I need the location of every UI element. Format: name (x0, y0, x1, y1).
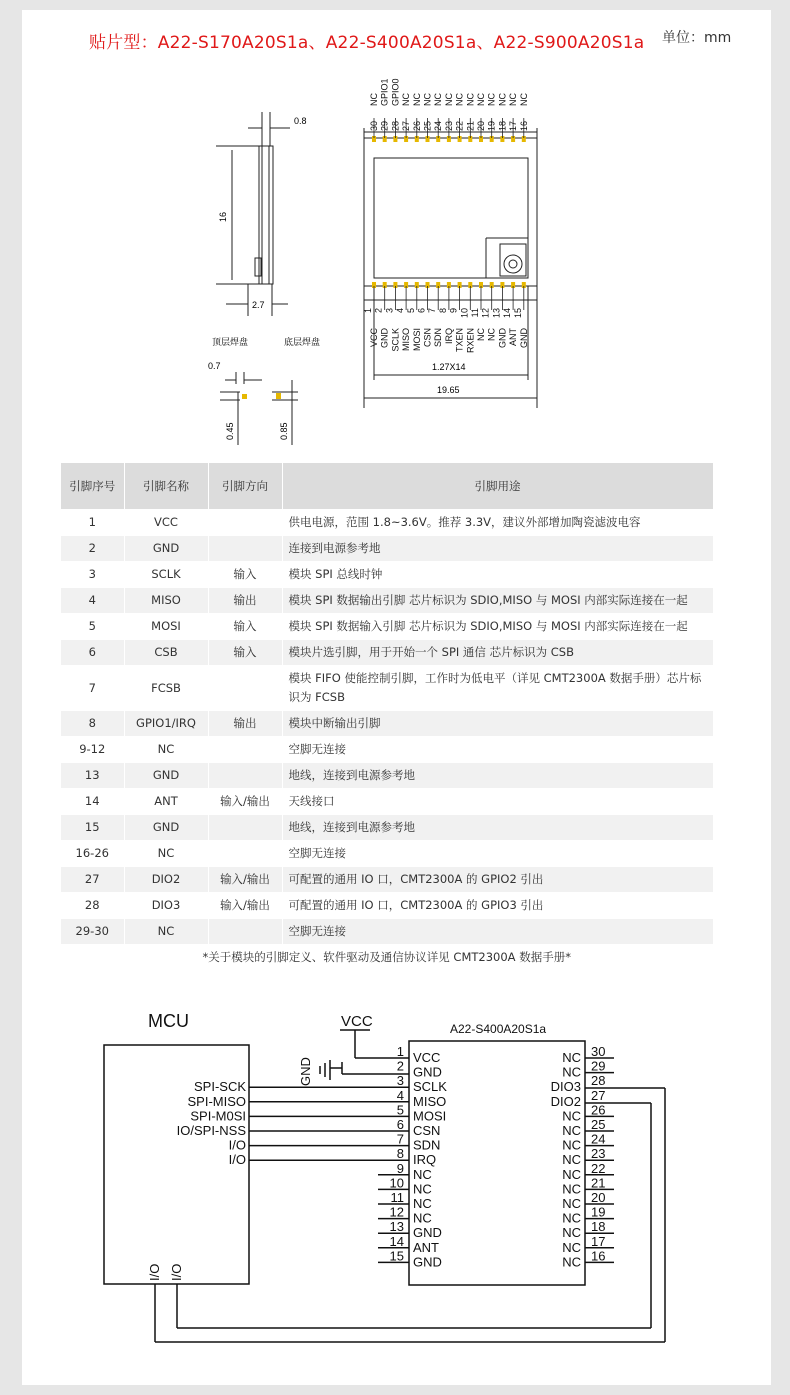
module-outline (364, 138, 537, 286)
table-note: *关于模块的引脚定义、软件驱动及通信协议详见 CMT2300A 数据手册* (61, 945, 713, 971)
bottom-pin-name: TXEN (454, 328, 465, 353)
cell-pin-number: 3 (61, 562, 124, 588)
cell-pin-number: 14 (61, 789, 124, 815)
top-pin-name: NC (401, 93, 412, 106)
table-row (61, 815, 713, 841)
module-right-pin-name: NC (562, 1137, 581, 1153)
module-left-pin-number: 2 (396, 1058, 404, 1074)
module-right-pin-number: 26 (591, 1102, 606, 1118)
side-view-shield (269, 146, 273, 284)
cell-pin-usage: 供电电源，范围 1.8~3.6V。推荐 3.3V，建议外部增加陶瓷滤波电容 (282, 510, 713, 536)
cell-pin-direction: 输入/输出 (208, 893, 282, 919)
cell-pin-direction: 输入 (208, 614, 282, 640)
bottom-pin-number: 1 (363, 308, 373, 314)
cell-pin-number: 2 (61, 536, 124, 562)
cell-pin-usage: 模块 SPI 数据输出引脚 芯片标识为 SDIO,MISO 与 MOSI 内部实际连接在一起 (282, 588, 713, 614)
header-pin-usage: 引脚用途 (282, 463, 713, 510)
top-pin-name: GPIO0 (390, 78, 401, 106)
header-pin-direction: 引脚方向 (208, 463, 282, 510)
table-row (61, 919, 713, 945)
cell-pin-usage: 可配置的通用 IO 口，CMT2300A 的 GPIO2 引出 (282, 867, 713, 893)
cell-pin-number: 7 (61, 666, 124, 711)
dim-width: 19.65 (437, 385, 460, 395)
mcu-pin-label: SPI-MISO (187, 1093, 246, 1109)
mcu-bottom-pin-1: I/O (147, 1263, 162, 1281)
cell-pin-name: MISO (124, 588, 208, 614)
module-left-pin-name: IRQ (413, 1152, 437, 1168)
module-left-pin-number: 12 (389, 1204, 404, 1220)
cell-pin-number: 29-30 (61, 919, 124, 945)
module-right-pin-name: NC (562, 1239, 581, 1255)
mcu-pin-label: I/O (228, 1137, 246, 1153)
module-right-pin-name: NC (562, 1196, 581, 1211)
cell-pin-direction (208, 919, 282, 945)
page-title: 贴片型：A22-S170A20S1a、A22-S400A20S1a、A22-S900A20S1a (89, 33, 645, 53)
bottom-pin-number: 8 (437, 308, 448, 314)
module-left-pin-name: NC (413, 1196, 432, 1211)
bottom-pin-number: 13 (491, 308, 502, 319)
top-pin-number: 18 (497, 120, 508, 131)
cell-pin-number: 8 (61, 711, 124, 737)
bottom-pin-number: 7 (427, 308, 438, 314)
bottom-pin-name: CSN (422, 328, 433, 348)
module-left-pin-name: GND (413, 1064, 442, 1080)
top-pin-name: NC (411, 93, 422, 106)
table-row (61, 841, 713, 867)
bottom-pin-number: 2 (373, 308, 384, 314)
cell-pin-usage: 空脚无连接 (282, 919, 713, 945)
table-header-row (61, 463, 713, 510)
header-pin-number: 引脚序号 (61, 463, 124, 510)
cell-pin-number: 9-12 (61, 737, 124, 763)
module-left-pin-name: NC (413, 1166, 432, 1182)
cell-pin-name: MOSI (124, 614, 208, 640)
cell-pin-usage: 模块 SPI 总线时钟 (282, 562, 713, 588)
module-left-pin-number: 6 (396, 1117, 404, 1132)
top-pin-number: 20 (476, 120, 486, 131)
bottom-pin-name: MOSI (411, 328, 422, 352)
bottom-pin-name: GND (497, 328, 508, 348)
cell-pin-direction: 输出 (208, 711, 282, 737)
mcu-label: MCU (148, 1011, 189, 1031)
bottom-pin-number: 10 (459, 308, 470, 319)
cell-pin-number: 13 (61, 763, 124, 789)
module-left-pin-number: 9 (396, 1160, 404, 1176)
module-left-pin-number: 10 (389, 1175, 404, 1191)
cell-pin-name: GND (124, 536, 208, 562)
module-left-pin-name: GND (413, 1254, 442, 1270)
module-left-pin-name: ANT (413, 1239, 439, 1255)
cell-pin-direction (208, 510, 282, 536)
module-right-pin-number: 23 (591, 1146, 606, 1162)
top-pin-number: 24 (433, 120, 444, 131)
module-right-pin-name: NC (562, 1210, 581, 1226)
module-right-pin-name: NC (562, 1123, 581, 1138)
cell-pin-usage: 天线接口 (282, 789, 713, 815)
cell-pin-direction (208, 737, 282, 763)
module-right-pin-name: DIO3 (550, 1079, 581, 1095)
module-left-pin-number: 8 (396, 1146, 404, 1162)
module-right-pin-name: NC (562, 1166, 581, 1182)
top-pad-label: 顶层焊盘 (212, 337, 249, 347)
module-right-pin-number: 30 (591, 1044, 606, 1059)
module-right-pin-number: 29 (591, 1058, 606, 1074)
unit-label: 单位：mm (662, 30, 732, 46)
cell-pin-direction (208, 536, 282, 562)
mcu-bottom-pin-2: I/O (169, 1263, 184, 1281)
module-right-pin-name: NC (562, 1152, 581, 1168)
cell-pin-number: 6 (61, 640, 124, 666)
module-left-pin-number: 5 (396, 1102, 404, 1118)
cell-pin-direction: 输出 (208, 588, 282, 614)
bottom-pad-label: 底层焊盘 (284, 337, 321, 347)
cell-pin-number: 5 (61, 614, 124, 640)
cell-pin-number: 27 (61, 867, 124, 893)
top-pin-name: NC (476, 93, 486, 106)
table-row (61, 666, 713, 711)
bottom-pin-name: NC (476, 328, 486, 341)
module-left-pin-number: 3 (396, 1073, 404, 1089)
cell-pin-usage: 模块中断输出引脚 (282, 711, 713, 737)
top-pin-number: 27 (401, 120, 412, 131)
module-left-pin-name: VCC (413, 1050, 441, 1065)
bottom-pin-number: 9 (448, 308, 459, 314)
module-right-pin-number: 28 (591, 1073, 606, 1089)
module-right-pin-number: 17 (591, 1233, 606, 1249)
cell-pin-usage: 地线，连接到电源参考地 (282, 763, 713, 789)
cell-pin-name: NC (124, 919, 208, 945)
module-right-pin-number: 16 (591, 1248, 606, 1264)
table-row (61, 893, 713, 919)
mechanical-drawing (0, 0, 790, 460)
top-pin-number: 23 (443, 120, 454, 131)
bottom-pin-name: SDN (433, 328, 444, 348)
cell-pin-name: FCSB (124, 666, 208, 711)
table-row (61, 737, 713, 763)
bottom-pin-number: 6 (416, 308, 427, 314)
top-pin-name: NC (518, 93, 529, 106)
top-pin-name: NC (422, 93, 433, 106)
top-pin-name: GPIO1 (379, 78, 390, 106)
module-right-pin-number: 24 (591, 1131, 606, 1147)
top-pin-name: NC (443, 93, 454, 106)
dim-pad-a: 0.45 (225, 422, 235, 440)
mcu-pin-label: SPI-SCK (193, 1079, 246, 1095)
module-right-pin-name: NC (562, 1254, 581, 1270)
module-right-pin-number: 22 (591, 1160, 606, 1176)
module-right-pin-name: NC (562, 1050, 581, 1065)
module-left-pin-name: MOSI (413, 1108, 447, 1124)
bottom-pin-number: 15 (512, 308, 523, 319)
module-right-pin-number: 27 (591, 1087, 606, 1103)
cell-pin-usage: 模块 FIFO 使能控制引脚，工作时为低电平（详见 CMT2300A 数据手册）芯片标识为 FCSB (282, 666, 713, 711)
dim-side-width: 2.7 (252, 300, 265, 310)
table-row (61, 562, 713, 588)
module-right-pin-name: NC (562, 1108, 581, 1124)
module-label: A22-S400A20S1a (450, 1022, 547, 1036)
module-right-pin-name: NC (562, 1064, 581, 1080)
bottom-pin-name: GND (518, 328, 529, 348)
cell-pin-usage: 可配置的通用 IO 口，CMT2300A 的 GPIO3 引出 (282, 893, 713, 919)
dim-height: 16 (218, 211, 228, 222)
module-left-pin-name: GND (413, 1225, 442, 1241)
cell-pin-name: GND (124, 763, 208, 789)
cell-pin-direction: 输入/输出 (208, 789, 282, 815)
top-pin-name: NC (433, 93, 444, 106)
module-left-pin-name: SCLK (413, 1079, 447, 1095)
gnd-label: GND (298, 1057, 313, 1086)
top-pin-name: NC (369, 93, 379, 106)
top-pin-name: NC (454, 93, 465, 106)
top-pin-number: 21 (465, 120, 476, 131)
module-right-pin-name: DIO2 (550, 1093, 581, 1109)
top-pin-number: 29 (379, 120, 390, 131)
cell-pin-direction (208, 841, 282, 867)
top-pin-number: 28 (390, 120, 401, 131)
cell-pin-usage: 地线，连接到电源参考地 (282, 815, 713, 841)
table-row (61, 588, 713, 614)
bottom-pin-name: SCLK (390, 328, 401, 352)
module-left-pin-name: MISO (413, 1093, 447, 1109)
cell-pin-direction (208, 666, 282, 711)
top-pin-number: 22 (454, 120, 465, 131)
table-row (61, 867, 713, 893)
bottom-pin-number: 12 (480, 308, 491, 319)
cell-pin-number: 1 (61, 510, 124, 536)
dim-pitch: 1.27X14 (432, 362, 466, 372)
module-right-pin-number: 25 (591, 1117, 606, 1132)
cell-pin-number: 28 (61, 893, 124, 919)
cell-pin-name: DIO2 (124, 867, 208, 893)
module-left-pin-name: SDN (413, 1137, 441, 1153)
bottom-pin-number: 3 (384, 308, 395, 314)
module-left-pin-number: 14 (389, 1233, 404, 1249)
module-left-pin-number: 11 (390, 1190, 404, 1205)
cell-pin-usage: 模块片选引脚，用于开始一个 SPI 通信 芯片标识为 CSB (282, 640, 713, 666)
bottom-pin-name: ANT (508, 328, 519, 346)
table-row (61, 640, 713, 666)
module-left-pin-number: 13 (389, 1219, 404, 1235)
table-note-row (61, 945, 713, 971)
cell-pin-direction (208, 763, 282, 789)
table-row (61, 763, 713, 789)
cell-pin-usage: 连接到电源参考地 (282, 536, 713, 562)
module-left-pin-name: NC (413, 1210, 432, 1226)
cell-pin-name: DIO3 (124, 893, 208, 919)
top-pin-name: NC (497, 93, 508, 106)
bottom-pin-name: GND (379, 328, 390, 348)
module-right-pin-number: 20 (591, 1190, 606, 1205)
cell-pin-name: GND (124, 815, 208, 841)
dim-pad-b: 0.85 (279, 422, 289, 440)
top-pin-number: 30 (369, 120, 379, 131)
cell-pin-name: CSB (124, 640, 208, 666)
bottom-pin-name: RXEN (465, 328, 476, 354)
top-pin-number: 26 (411, 120, 422, 131)
module-left-pin-name: CSN (413, 1123, 441, 1138)
module-right-pin-name: NC (562, 1181, 581, 1197)
mcu-pin-label: I/O (228, 1152, 246, 1168)
table-row (61, 789, 713, 815)
table-row (61, 510, 713, 536)
cell-pin-usage: 模块 SPI 数据输入引脚 芯片标识为 SDIO,MISO 与 MOSI 内部实际连接在一起 (282, 614, 713, 640)
cell-pin-usage: 空脚无连接 (282, 841, 713, 867)
module-left-pin-number: 1 (396, 1044, 404, 1059)
vcc-label: VCC (341, 1013, 373, 1030)
cell-pin-direction (208, 815, 282, 841)
top-pin-number: 19 (486, 120, 497, 131)
top-pin-name: NC (486, 93, 497, 106)
cell-pin-direction: 输入/输出 (208, 867, 282, 893)
cell-pin-name: SCLK (124, 562, 208, 588)
bottom-pin-name: MISO (401, 328, 412, 352)
top-pin-number: 16 (518, 120, 529, 131)
table-row (61, 536, 713, 562)
dim-pad-width: 0.7 (208, 361, 221, 371)
module-right-pin-number: 21 (591, 1175, 606, 1191)
module-left-pin-number: 15 (389, 1248, 404, 1264)
mcu-pin-label: SPI-M0SI (190, 1108, 246, 1124)
module-left-pin-number: 7 (396, 1131, 404, 1147)
table-row (61, 711, 713, 737)
top-pin-number: 17 (508, 120, 519, 131)
dim-thickness: 0.8 (294, 116, 307, 126)
cell-pin-number: 15 (61, 815, 124, 841)
module-left-pin-number: 4 (396, 1087, 404, 1103)
table-row (61, 614, 713, 640)
bottom-pin-number: 4 (395, 308, 406, 314)
module-right-pin-number: 19 (591, 1204, 606, 1220)
cell-pin-number: 4 (61, 588, 124, 614)
top-pin-name: NC (465, 93, 476, 106)
cell-pin-direction: 输入 (208, 562, 282, 588)
header-pin-name: 引脚名称 (124, 463, 208, 510)
bottom-pin-number: 14 (502, 308, 513, 319)
module-right-pin-name: NC (562, 1225, 581, 1241)
connection-schematic (0, 1000, 790, 1395)
module-left-pin-name: NC (413, 1181, 432, 1197)
cell-pin-name: NC (124, 737, 208, 763)
cell-pin-usage: 空脚无连接 (282, 737, 713, 763)
bottom-pin-number: 11 (470, 308, 480, 318)
top-pin-name: NC (508, 93, 519, 106)
bottom-pin-name: VCC (369, 328, 379, 348)
cell-pin-name: VCC (124, 510, 208, 536)
bottom-pin-name: NC (486, 328, 497, 341)
cell-pin-direction: 输入 (208, 640, 282, 666)
bottom-pin-number: 5 (405, 308, 416, 314)
bottom-pin-name: IRQ (443, 328, 454, 345)
mcu-pin-label: IO/SPI-NSS (176, 1123, 246, 1138)
top-pin-number: 25 (422, 120, 433, 131)
cell-pin-name: NC (124, 841, 208, 867)
module-right-pin-number: 18 (591, 1219, 606, 1235)
pin-table (61, 463, 714, 970)
cell-pin-name: ANT (124, 789, 208, 815)
cell-pin-number: 16-26 (61, 841, 124, 867)
cell-pin-name: GPIO1/IRQ (124, 711, 208, 737)
